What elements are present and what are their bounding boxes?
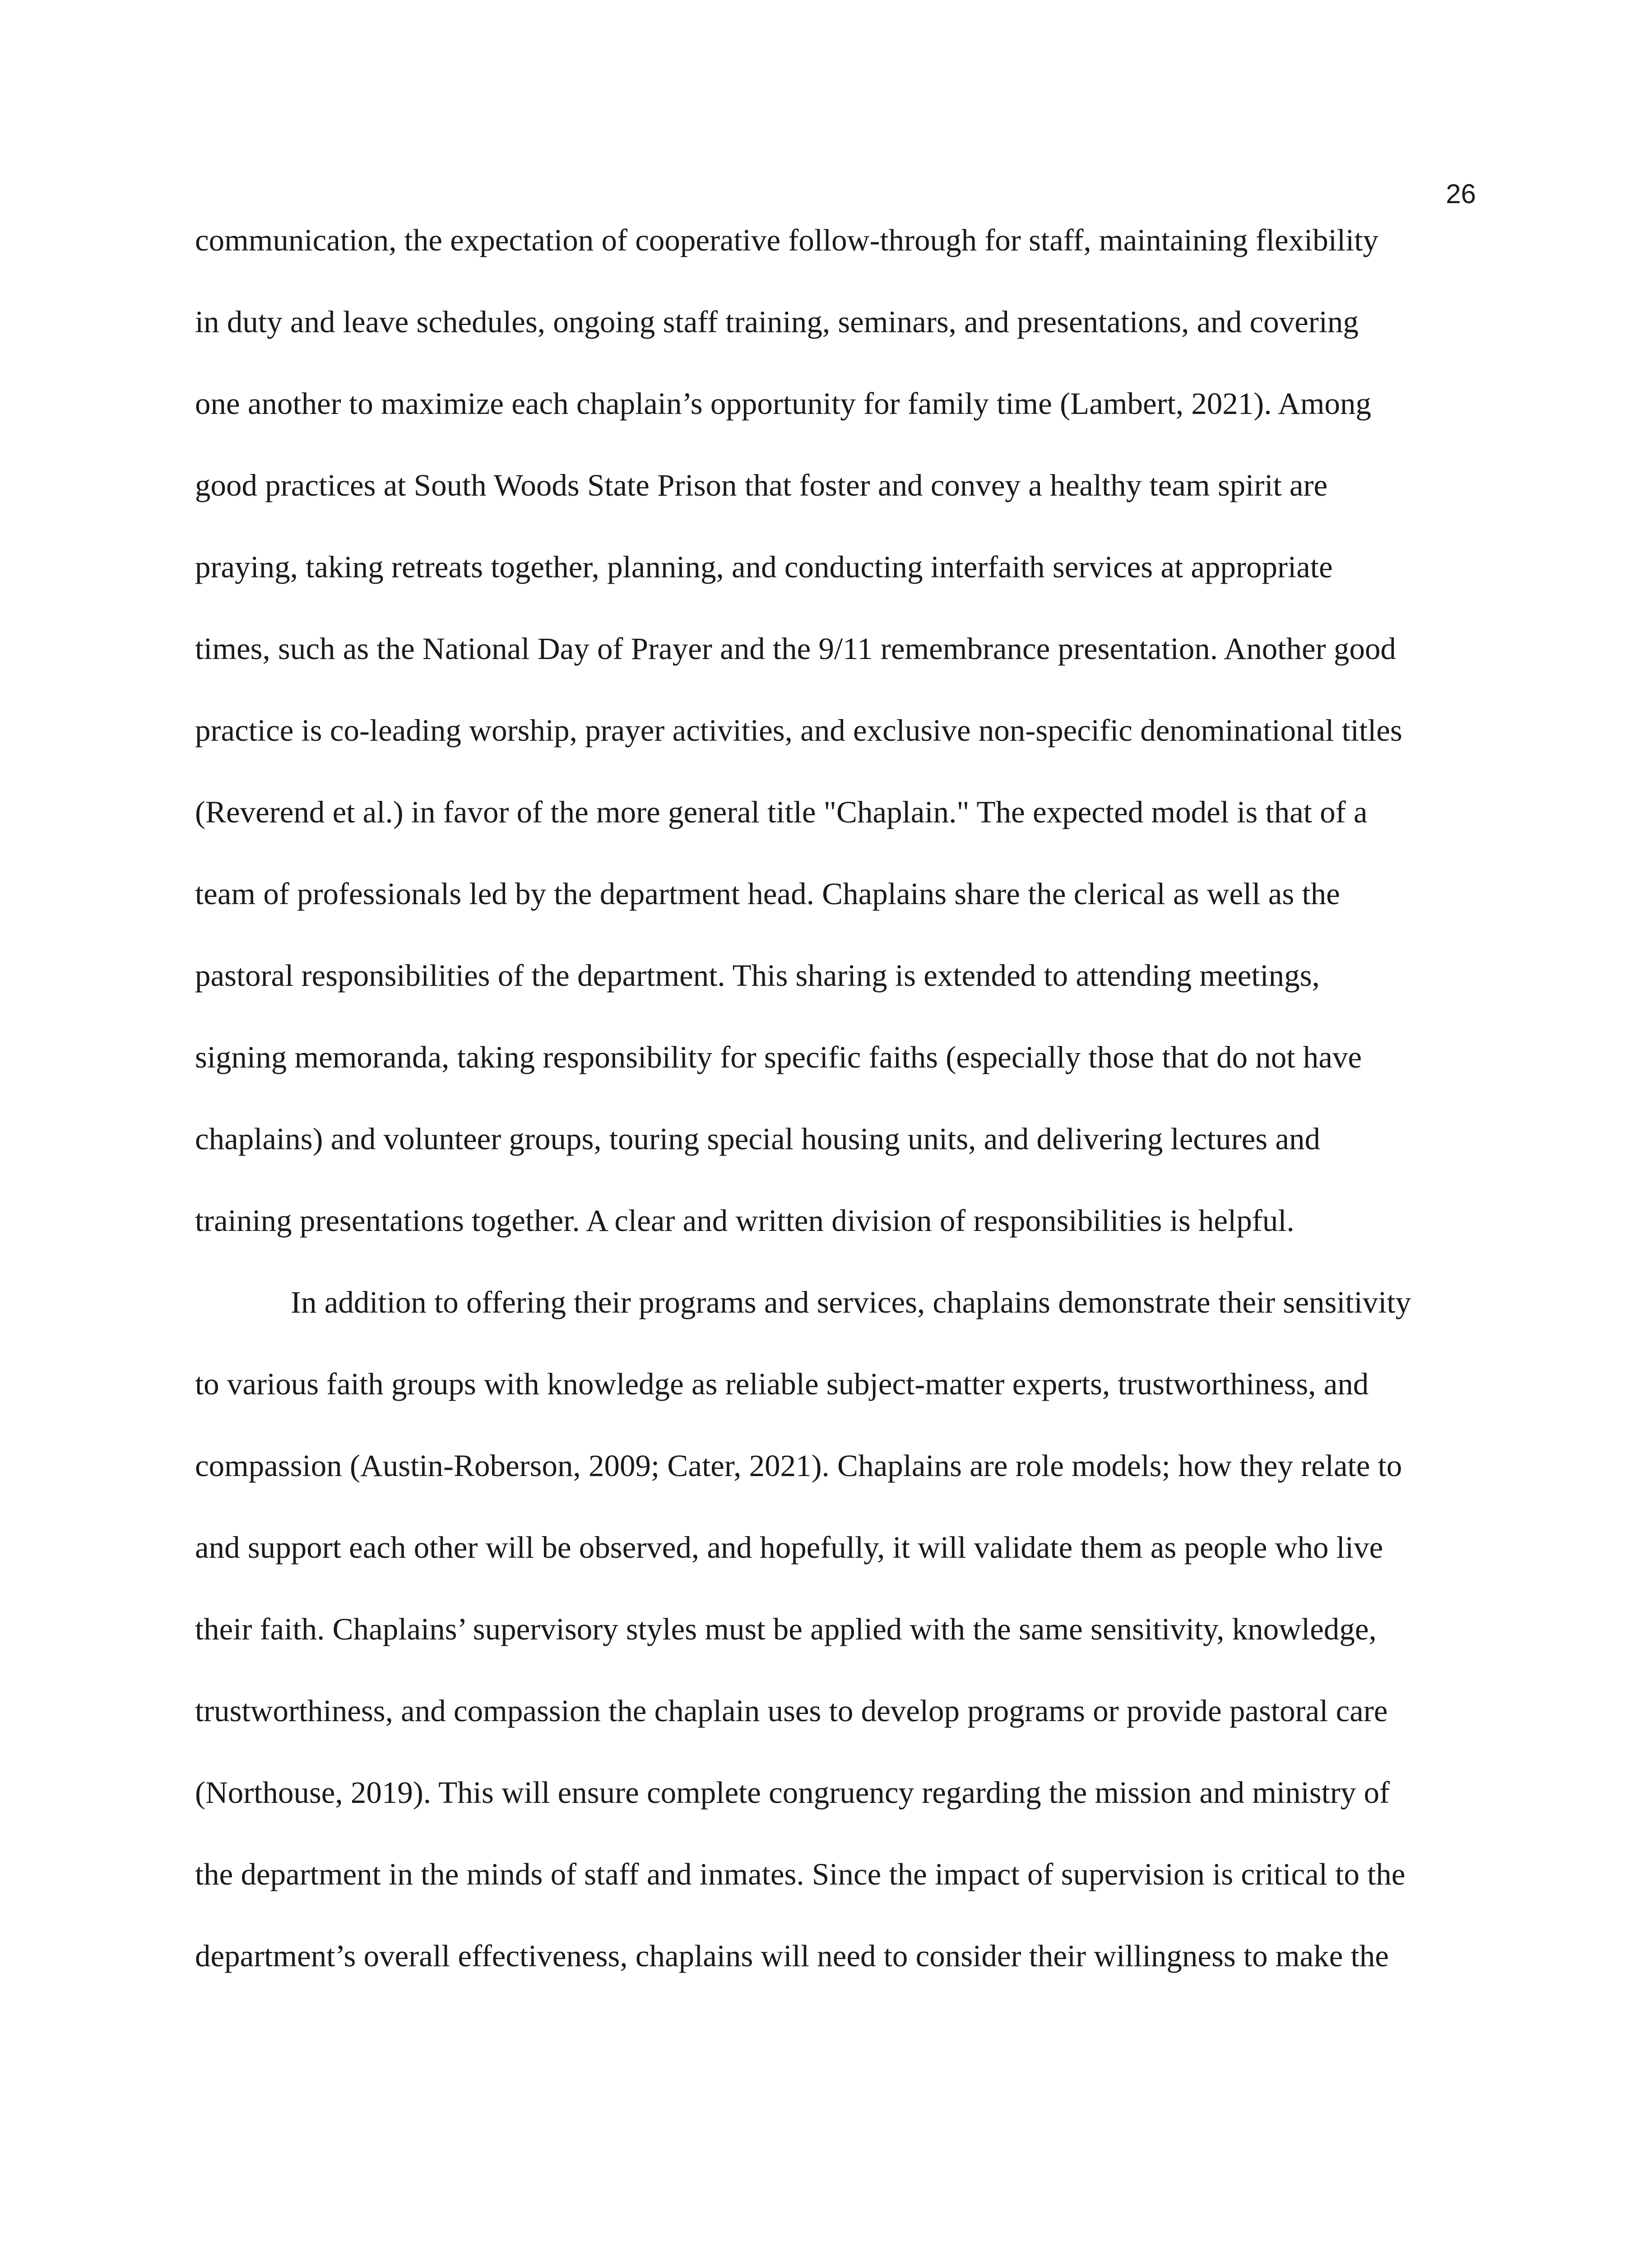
text-line: their faith. Chaplains’ supervisory styles must be applied with the same sensitivity, knowledge,	[195, 1612, 1377, 1646]
text-line: (Northouse, 2019). This will ensure complete congruency regarding the mission and ministry of	[195, 1775, 1390, 1810]
text-line: chaplains) and volunteer groups, touring special housing units, and delivering lectures and	[195, 1122, 1320, 1156]
page-number: 26	[1446, 179, 1476, 209]
text-line: pastoral responsibilities of the department. This sharing is extended to attending meetings,	[195, 958, 1320, 993]
text-line: (Reverend et al.) in favor of the more general title "Chaplain." The expected model is that of a	[195, 795, 1368, 829]
text-line: in duty and leave schedules, ongoing staff training, seminars, and presentations, and covering	[195, 305, 1359, 339]
text-line: practice is co-leading worship, prayer activities, and exclusive non-specific denominational titles	[195, 713, 1402, 748]
text-line: and support each other will be observed, and hopefully, it will validate them as people who live	[195, 1530, 1383, 1565]
text-line: department’s overall effectiveness, chaplains will need to consider their willingness to make the	[195, 1939, 1389, 1973]
text-line: good practices at South Woods State Prison that foster and convey a healthy team spirit are	[195, 468, 1328, 502]
text-line: praying, taking retreats together, planning, and conducting interfaith services at appropriate	[195, 550, 1333, 584]
text-line: training presentations together. A clear and written division of responsibilities is helpful.	[195, 1203, 1295, 1238]
text-line: compassion (Austin-Roberson, 2009; Cater, 2021). Chaplains are role models; how they relate to	[195, 1449, 1402, 1483]
text-line: team of professionals led by the department head. Chaplains share the clerical as well as the	[195, 877, 1340, 911]
text-line: the department in the minds of staff and inmates. Since the impact of supervision is critical to the	[195, 1857, 1406, 1891]
text-line: one another to maximize each chaplain’s opportunity for family time (Lambert, 2021). Among	[195, 386, 1371, 421]
body-text	[195, 216, 1459, 2013]
text-line: to various faith groups with knowledge as reliable subject-matter experts, trustworthiness, and	[195, 1367, 1369, 1401]
text-line: trustworthiness, and compassion the chaplain uses to develop programs or provide pastoral care	[195, 1694, 1388, 1728]
text-line: signing memoranda, taking responsibility for specific faiths (especially those that do not have	[195, 1040, 1362, 1074]
text-line: communication, the expectation of cooperative follow-through for staff, maintaining flexibility	[195, 223, 1378, 257]
paragraph-first-line: In addition to offering their programs and services, chaplains demonstrate their sensitivity	[291, 1285, 1411, 1319]
text-line: times, such as the National Day of Prayer and the 9/11 remembrance presentation. Another good	[195, 632, 1396, 666]
